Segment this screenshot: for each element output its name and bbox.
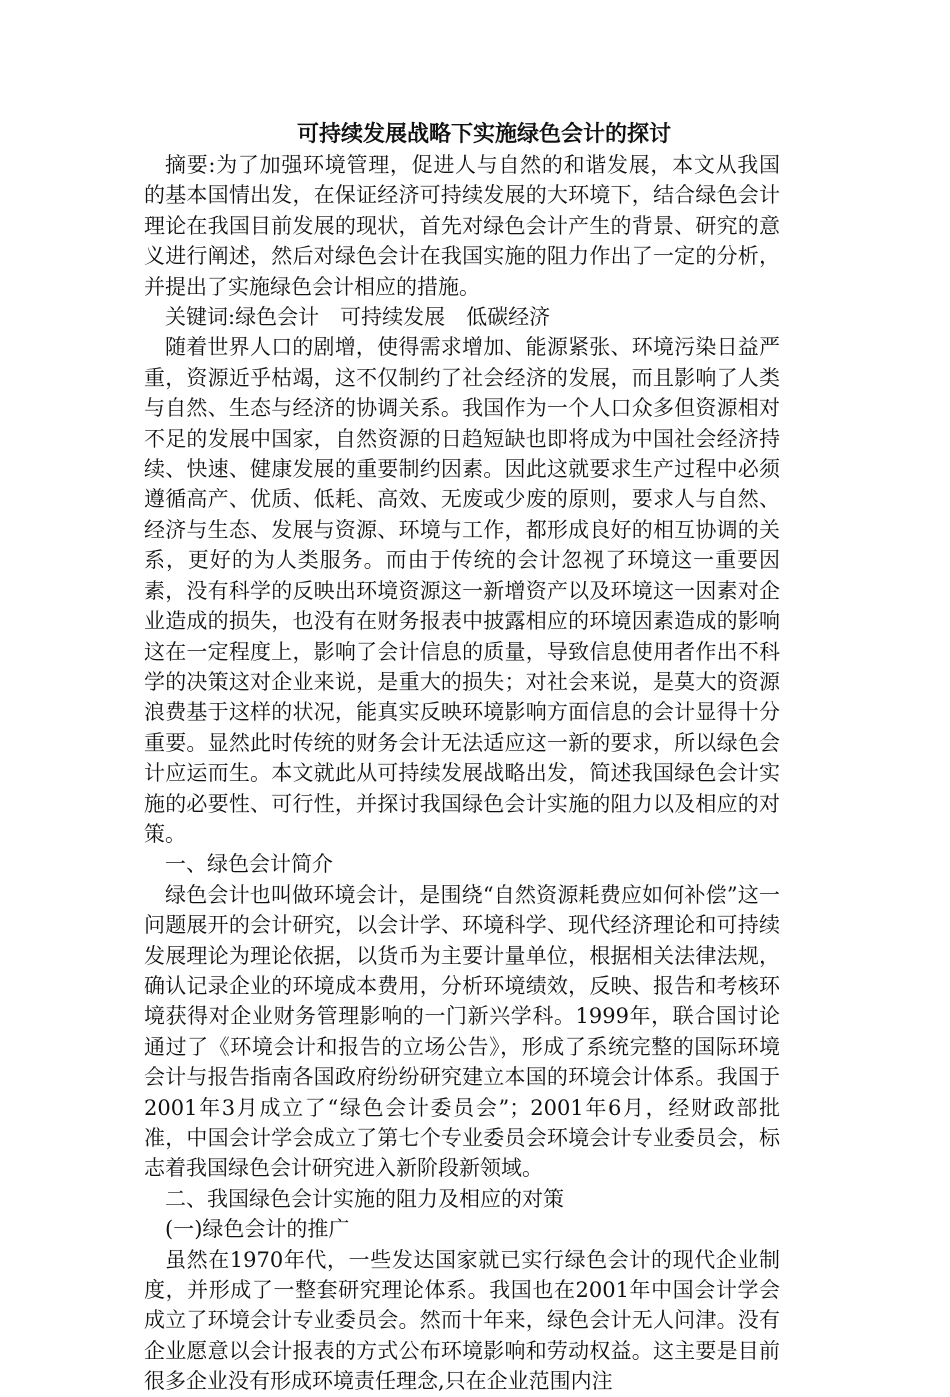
section-heading-1: 一、绿色会计简介: [165, 852, 333, 877]
subsection-1-paragraph: 虽然在1970年代，一些发达国家就已实行绿色会计的现代企业制度，并形成了一整套研究理论体系。我国也在2001年中国会计学会成立了环境会计专业委员会。然而十年来，绿色会计无人问津。没有企业愿意以会计报表的方式公布环境影响和劳动权益。这主要是目前很多企业没有形成环境责任理念,只在企业范围内注: [144, 1247, 780, 1394]
document-title: 可持续发展战略下实施绿色会计的探讨: [297, 122, 672, 147]
abstract-paragraph: 摘要:为了加强环境管理，促进人与自然的和谐发展，本文从我国的基本国情出发，在保证经济可持续发展的大环境下，结合绿色会计理论在我国目前发展的现状，首先对绿色会计产生的背景、研究的意义进行阐述，然后对绿色会计在我国实施的阻力作出了一定的分析，并提出了实施绿色会计相应的措施。: [144, 153, 780, 299]
intro-paragraph: 随着世界人口的剧增，使得需求增加、能源紧张、环境污染日益严重，资源近乎枯竭，这不仅制约了社会经济的发展，而且影响了人类与自然、生态与经济的协调关系。我国作为一个人口众多但资源相对不足的发展中国家，自然资源的日趋短缺也即将成为中国社会经济持续、快速、健康发展的重要制约因素。因此这就要求生产过程中必须遵循高产、优质、低耗、高效、无废或少废的原则，要求人与自然、经济与生态、发展与资源、环境与工作，都形成良好的相互协调的关系，更好的为人类服务。而由于传统的会计忽视了环境这一重要因素，没有科学的反映出环境资源这一新增资产以及环境这一因素对企业造成的损失，也没有在财务报表中披露相应的环境因素造成的影响这在一定程度上，影响了会计信息的质量，导致信息使用者作出不科学的决策这对企业来说，是重大的损失；对社会来说，是莫大的资源浪费基于这样的状况，能真实反映环境影响方面信息的会计显得十分重要。显然此时传统的财务会计无法适应这一新的要求，所以绿色会计应运而生。本文就此从可持续发展战略出发，简述我国绿色会计实施的必要性、可行性，并探讨我国绿色会计实施的阻力以及相应的对策。: [144, 335, 780, 846]
subsection-heading-1: (一)绿色会计的推广: [165, 1217, 350, 1242]
section-heading-2: 二、我国绿色会计实施的阻力及相应的对策: [165, 1186, 564, 1211]
document-page: [144, 120, 780, 1397]
keywords-line: 关键词:绿色会计 可持续发展 低碳经济: [165, 305, 551, 330]
section-1-paragraph: 绿色会计也叫做环境会计，是围绕“自然资源耗费应如何补偿”这一问题展开的会计研究，以会计学、环境科学、现代经济理论和可持续发展理论为理论依据，以货币为主要计量单位，根据相关法律法规，确认记录企业的环境成本费用，分析环境绩效，反映、报告和考核环境获得对企业财务管理影响的一门新兴学科。1999年，联合国讨论通过了《环境会计和报告的立场公告》，形成了系统完整的国际环境会计与报告指南各国政府纷纷研究建立本国的环境会计体系。我国于2001年3月成立了“绿色会计委员会”；2001年6月，经财政部批准，中国会计学会成立了第七个专业委员会环境会计专业委员会，标志着我国绿色会计研究进入新阶段新领域。: [144, 882, 781, 1181]
